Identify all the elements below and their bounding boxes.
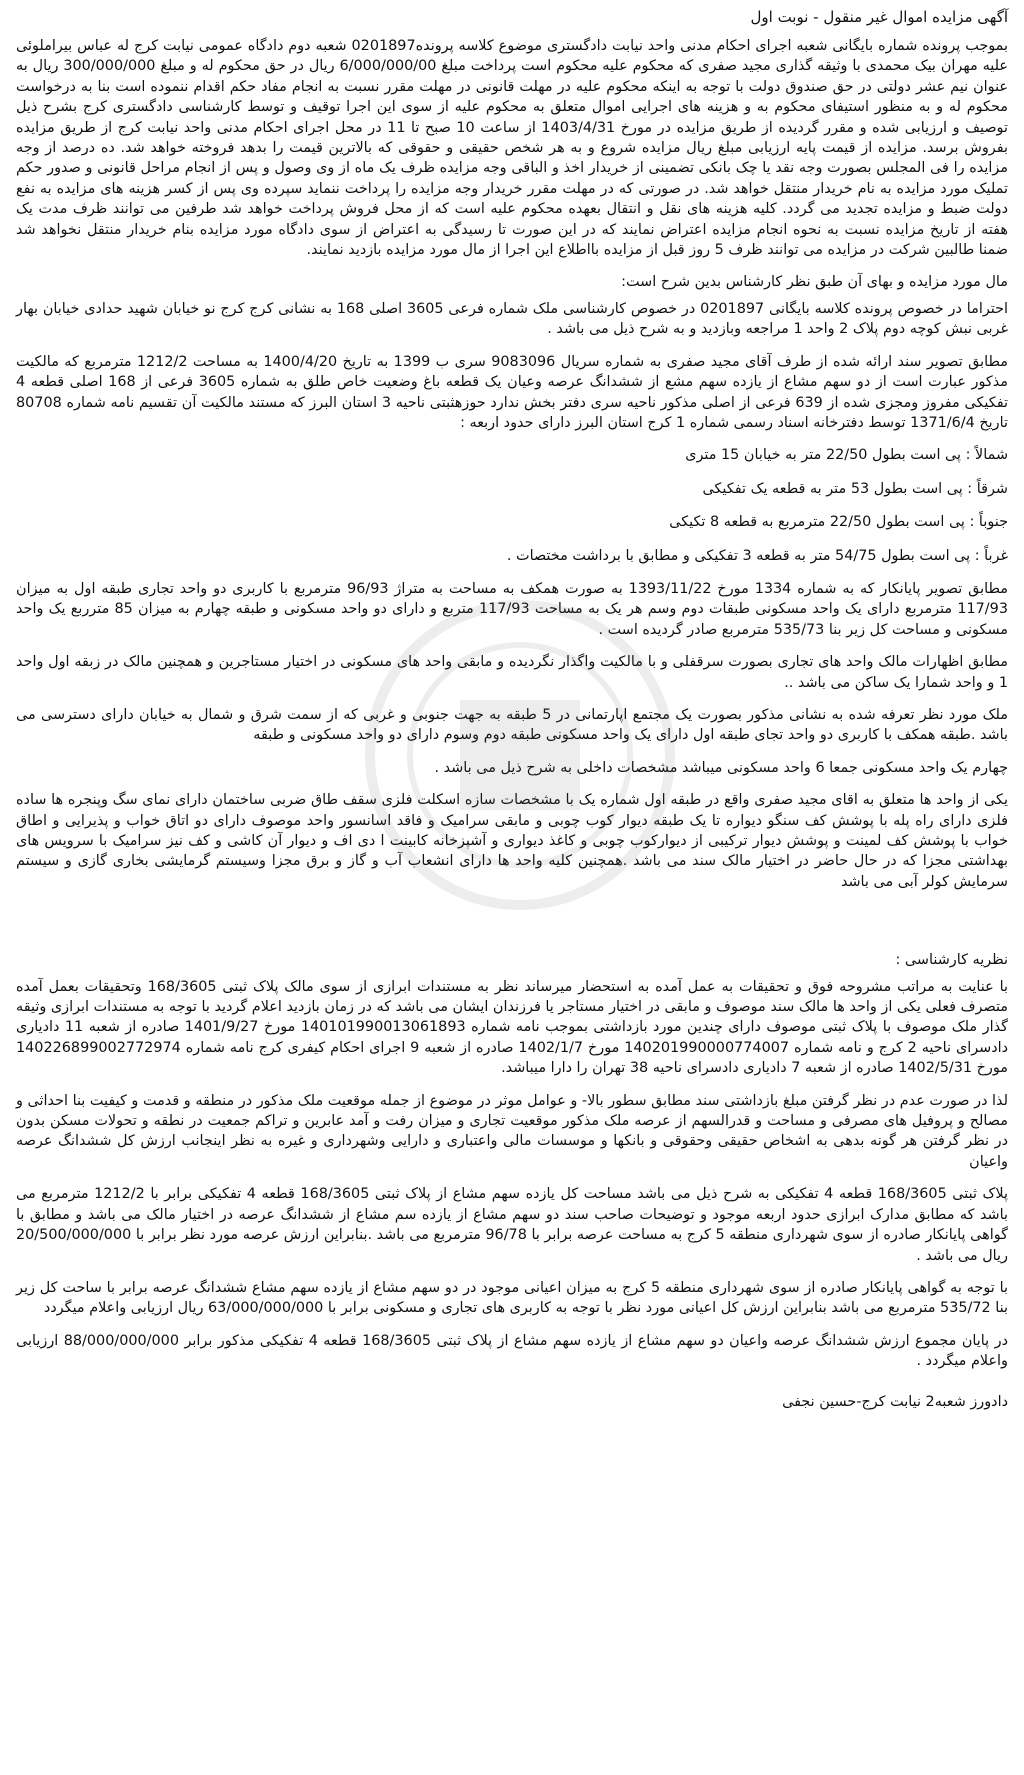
- boundary-east: شرقاً : پی است بطول 53 متر به قطعه یک تفکیکی: [702, 480, 1008, 497]
- opinion-paragraph-3: پلاک ثبتی 168/3605 قطعه 4 تفکیکی به شرح ذیل می باشد مساحت کل یازده سهم مشاع از پلاک ثبتی 168/3605 قطعه 4 تفکیکی برابر با 1212/2 مترمربع می باشد که مطابق مدارک ابرازی حدود اربعه موجود و توضیحات صاحب سند دو سهم مشاع از یازده سم مشاع از ششدانگ عرصه در اختیار مالک می باشد و مطابق با گواهی پایانکار صادره از سوی شهرداری منطقه 5 کرج به مساحت عرصه برابر با 96/78 مترمربع می باشد .بنابراین ارزش عرصه مورد نظر برابر با 20/500/000/000 ریال می باشد .: [16, 1186, 1009, 1264]
- opinion-paragraph-1: با عنایت به مراتب مشروحه فوق و تحقیقات به عمل آمده به استحضار میرساند نظر به مستندات ابرازی از سوی مالک پلاک ثبتی 168/3605 وتحقیقات بعمل آمده متصرف فعلی یکی از واحد ها مالک سند موصوف و مابقی در اختیار مستاجر یا فرزندان ایشان می باشد که در زمان بازدید اعلام گردید با توجه به مستندات ابرازی وثیقه گذار ملک موصوف با پلاک ثبتی موصوف دارای چندین مورد بازداشتی بموجب نامه شماره 140101990013061893 مورخ 1401/9/27 صادره از شعبه 11 دادیاری دادسرای ناحیه 2 کرج و نامه شماره 140201990000774007 مورخ 1402/1/7 صادره از شعبه 9 اجرای احکام کیفری کرج نامه شماره 140226899002772974 مورخ 1402/5/31 صادره از شعبه 7 دادیاری دادسرای ناحیه 38 تهران را دارا میباشد.: [16, 978, 1009, 1077]
- signature: دادورز شعبه2 نیابت کرج-حسین نجفی: [782, 1393, 1008, 1410]
- boundary-west: غرباً : پی است بطول 54/75 متر به قطعه 3 تفکیکی و مطابق با برداشت مختصات .: [506, 547, 1008, 564]
- boundary-south: جنوباً : پی است بطول 22/50 مترمربع به قطعه 8 تکیکی: [669, 514, 1008, 531]
- completion-certificate-paragraph: مطابق تصویر پایانکار که به شماره 1334 مورخ 1393/11/22 به صورت همکف به مساحت به متراژ 96/93 مترمربع با کاربری دو واحد تجاری طبقه اول به میزان 117/93 مترمربع دارای یک واحد مسکونی طبقات دوم وسم هر یک به مساحت 117/93 متربع و دارای دو واحد مسکونی و طبقه چهارم به میزان 85 مترربع یک واحد مسکونی و مساحت کل زیر بنا 535/73 مترمربع صادر گردیده است .: [16, 580, 1009, 638]
- expert-heading: مال مورد مزایده و بهای آن طبق نظر کارشناس بدین شرح است:: [621, 274, 1008, 291]
- opinion-heading: نظریه کارشناسی :: [895, 952, 1008, 969]
- unit-details-paragraph: یکی از واحد ها متعلق به اقای مجید صفری واقع در طبقه اول شماره یک با مشخصات سازه اسکلت فلزی سقف طاق ضربی ساختمان دارای نمای سگ وپنجره ها ساده فلزی دارای راه پله با پوشش کف سنگو دیواره تا یک طبقه دیوار کوب چوبی و مابقی سرامیک و فاقد اسانسور واحد موصوف دارای دو اتاق خواب و پذیرایی و اطاق خواب با پوشش کف لمینت و پوشش دیوار ترکیبی از دیوارکوب چوبی و کاغذ دیواری و آشپزخانه کابینت ا دی اف و دیوار آن کاشی و کف نیز سرامیک با سرویس های بهداشتی مجزا که در حال حاضر در اختیار مالک سند می باشد .همچنین کلیه واحد ها دارای انشعاب آب و گاز و برق مجزا وسیستم گرمایشی بخاری گازی و سیستم سرمایش کولر آبی می باشد: [16, 792, 1008, 890]
- opinion-paragraph-4: با توجه به گواهی پایانکار صادره از سوی شهرداری منطقه 5 کرج به میزان اعیانی موجود در دو سهم مشاع از یازده سهم مشاع ششدانگ عرصه برابر با ساحت کل زیر بنا 535/72 مترمربع می باشد بنابراین ارزش کل اعیانی مورد نظر با توجه به کاربری های تجاری و مسکونی برابر با 63/000/000/000 ریال ارزیابی واعلام میگردد: [16, 1279, 1008, 1317]
- opinion-paragraph-2: لذا در صورت عدم در نظر گرفتن مبلغ بازداشتی سند مطابق سطور بالا- و عوامل موثر در موضوع از جمله موقعیت ملک مذکور در منطقه و قدمت و کیفیت بنا احداثی و مصالح و پروفیل های مصرفی و مساحت و قدرالسهم از عرصه ملک مذکور موقعیت تجاری و میزان رفت و آمد عابرین و تراکم جمعیت در نطقه و تحولات مسکن بدون در نظر گرفتن هر گونه بدهی به اشخاص حقیقی وحقوقی و بانکها و موسسات مالی واعتباری و دارایی وشهرداری و غیره به نظر اینجانب ارزش کل ششدانگ عرصه واعیان: [16, 1092, 1008, 1170]
- fourth-floor-paragraph: چهارم یک واحد مسکونی جمعا 6 واحد مسکونی میباشد مشخصات داخلی به شرح ذیل می باشد .: [434, 759, 1008, 776]
- spacer: [16, 904, 1008, 950]
- opinion-paragraph-5: در پایان مجموع ارزش ششدانگ عرصه واعیان دو سهم مشاع از یازده سهم مشاع از پلاک ثبتی 168/3605 قطعه 4 تفکیکی مذکور برابر 88/000/000/000 ارزیابی واعلام میگردد .: [16, 1332, 1008, 1370]
- property-description-paragraph: ملک مورد نظر تعرفه شده به نشانی مذکور بصورت یک مجتمع اپارتمانی در 5 طبقه به جهت جنوبی و غربی که از سمت شرق و شمال به خیابان دارای دسترسی می باشد .طبقه همکف با کاربری دو واحد تجای طبقه اول دارای یک واحد مسکونی طبقه دوم وسوم دارای دو واحد مسکونی و طبقه: [16, 706, 1008, 744]
- intro-paragraph: بموجب پرونده شماره بایگانی شعبه اجرای احکام مدنی واحد نیابت دادگستری موضوع کلاسه پرونده0201897 شعبه دوم دادگاه عمومی نیابت کرج له عباس بیراملوئی علیه مهران بیک محمدی با وثیقه گذاری مجید صفری که محکوم علیه محکوم است پرداخت مبلغ 6/000/000/00 ریال در حق محکوم له و مبلغ 300/000/000 ریال به عنوان نیم عشر دولتی در حق صندوق دولت با توجه به اینکه محکوم علیه در مهلت قانونی در مهلت مقرر نسبت به انجام مفاد حکم اقدام ننموده است بنا به درخواست محکوم له و به منظور استیفای محکوم به و هزینه های اجرایی اموال متعلق به محکوم علیه از سوی این اجرا توقیف و توسط کارشناسی دادگستری کرج بشرح ذیل توصیف و ارزیابی شده و مقرر گردیده از طریق مزایده در مورخ 1403/4/31 از ساعت 10 صبح تا 11 در محل اجرای احکام مدنی واحد نیابت کرج از طریق مزایده بفروش برسد. مزایده از قیمت پایه ارزیابی مبلغ ریال مزایده شروع و به هر شخص حقیقی و حقوقی که بالاترین قیمت را بدهد فروخته خواهد شد. ده درصد از وجه مزایده را فی المجلس بصورت وجه نقد یا چک بانکی تضمینی از خریدار اخذ و الباقی وجه مزایده ظرف یک ماه از وی وصول و پس از انجام مراحل قانونی و صدور حکم تملیک مورد مزایده به نام خریدار منتقل خواهد شد. در صورتی که در مهلت مقرر خریدار وجه مزایده را پرداخت ننماید سپرده وی پس از کسر هزینه های مزایده به نفع دولت ضبط و مزایده تجدید می گردد. کلیه هزینه های نقل و انتقال بعهده محکوم علیه است که از محل فروش پرداخت خواهد شد طرفین می توانند ظرف مدت یک هفته از تاریخ مزایده نسبت به نحوه انجام مزایده اعتراض نمایند که در این صورت تا رسیدگی به اعتراض از سوی دادگاه مورد مزایده بنام خریدار منتقل نخواهد شد ضمنا طالبین شرکت در مزایده می توانند ظرف 5 روز قبل از مزایده بااطلاع این اجرا از مال مورد مزایده بازدید نمایند.: [16, 38, 1008, 259]
- owner-statements-paragraph: مطابق اظهارات مالک واحد های تجاری بصورت سرقفلی و با مالکیت واگذار نگردیده و مابقی واحد های مسکونی در اختیار مستاجرین و همچنین مالک در زبقه اول واحد 1 و واحد شمارا یک ساکن می باشد ..: [16, 654, 1008, 691]
- notice-title: آگهی مزایده اموال غیر منقول - نوبت اول: [750, 8, 1008, 26]
- boundary-north: شمالاً : پی است بطول 22/50 متر به خیابان 15 متری: [685, 447, 1008, 464]
- deed-paragraph: مطابق تصویر سند ارائه شده از طرف آقای مجید صفری به شماره سریال 9083096 سری ب 1399 به تاریخ 1400/4/20 به مساحت 1212/2 مترمربع که مالکیت مذکور عبارت است از دو سهم مشاع از یازده سهم مشع از ششدانگ عرصه وعیان یک قطعه باغ وضعیت خاص طلق به شماره 3605 فرعی از 168 اصلی قطعه 4 تفکیکی مفروز ومجزی شده از 639 فرعی از اصلی مذکور ناحیه سری دفتر بخش ندارد حوزهثبتی ناحیه 3 استان البرز که مستند مالکیت آن تقسیم نامه شماره 80708 تاریخ 1371/6/4 توسط دفترخانه اسناد رسمی شماره 1 کرج استان البرز دارای حدود اربعه :: [16, 353, 1009, 431]
- respect-paragraph: احتراما در خصوص پرونده کلاسه بایگانی 0201897 در خصوص کارشناسی ملک شماره فرعی 3605 اصلی 168 به نشانی کرج کرج نو خیابان شهید حدادی خیابان بهار غربی نبش کوچه دوم پلاک 2 واحد 1 مراجعه وبازدید و به شرح ذیل می باشد .: [16, 300, 1009, 338]
